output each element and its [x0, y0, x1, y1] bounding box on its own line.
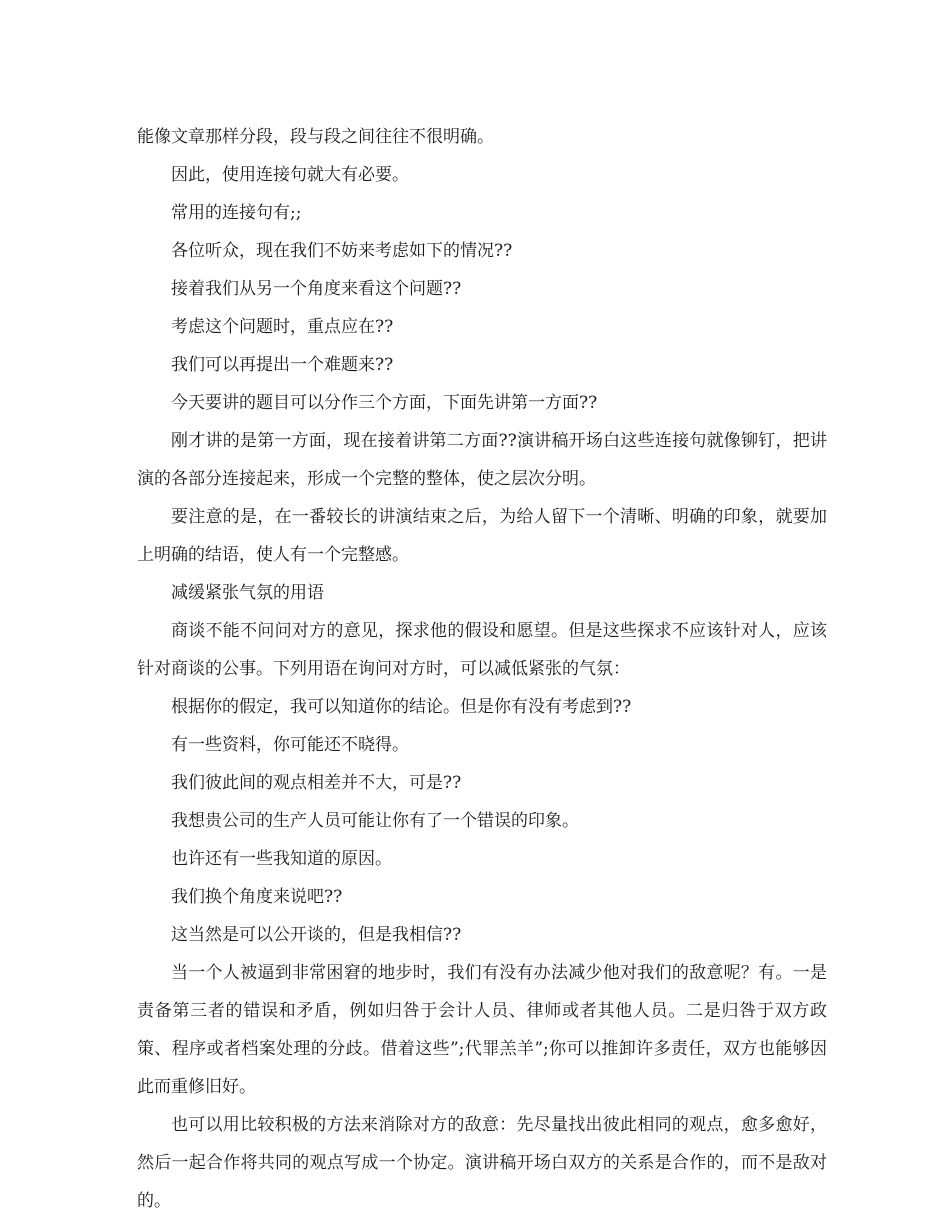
paragraph: 也许还有一些我知道的原因。 [171, 849, 392, 869]
paragraph: 常用的连接句有;; [171, 203, 302, 223]
paragraph: 商谈不能不问问对方的意见，探求他的假设和愿望。但是这些探求不应该针对人，应该针对商谈的公事。下列用语在询问对方时，可以减低紧张的气氛： [137, 621, 827, 679]
paragraph: 各位听众，现在我们不妨来考虑如下的情况?? [171, 241, 513, 261]
paragraph: 有一些资料，你可能还不晓得。 [171, 735, 409, 755]
section-heading: 减缓紧张气氛的用语 [171, 583, 324, 603]
paragraph: 我们换个角度来说吧?? [171, 887, 343, 907]
document-body [137, 118, 827, 1220]
paragraph: 要注意的是，在一番较长的讲演结束之后，为给人留下一个清晰、明确的印象，就要加上明确的结语，使人有一个完整感。 [137, 507, 827, 565]
paragraph: 根据你的假定，我可以知道你的结论。但是你有没有考虑到?? [171, 697, 632, 717]
paragraph: 今天要讲的题目可以分作三个方面，下面先讲第一方面?? [171, 393, 598, 413]
paragraph: 刚才讲的是第一方面，现在接着讲第二方面??演讲稿开场白这些连接句就像铆钉，把讲演的各部分连接起来，形成一个完整的整体，使之层次分明。 [137, 431, 827, 489]
paragraph: 我们可以再提出一个难题来?? [171, 355, 394, 375]
paragraph: 也可以用比较积极的方法来消除对方的敌意：先尽量找出彼此相同的观点，愈多愈好，然后一起合作将共同的观点写成一个协定。演讲稿开场白双方的关系是合作的，而不是敌对的。 [137, 1115, 827, 1211]
paragraph: 我想贵公司的生产人员可能让你有了一个错误的印象。 [171, 811, 579, 831]
paragraph: 这当然是可以公开谈的，但是我相信?? [171, 925, 462, 945]
paragraph: 因此，使用连接句就大有必要。 [171, 165, 409, 185]
paragraph: 我们彼此间的观点相差并不大，可是?? [171, 773, 462, 793]
paragraph: 当一个人被逼到非常困窘的地步时，我们有没有办法减少他对我们的敌意呢？有。一是责备第三者的错误和矛盾，例如归咎于会计人员、律师或者其他人员。二是归咎于双方政策、程序或者档案处理的分歧。借着这些”;代罪羔羊”;你可以推卸许多责任，双方也能够因此而重修旧好。 [137, 963, 827, 1097]
paragraph: 考虑这个问题时，重点应在?? [171, 317, 394, 337]
paragraph: 能像文章那样分段，段与段之间往往不很明确。 [137, 127, 494, 147]
paragraph: 接着我们从另一个角度来看这个问题?? [171, 279, 462, 299]
